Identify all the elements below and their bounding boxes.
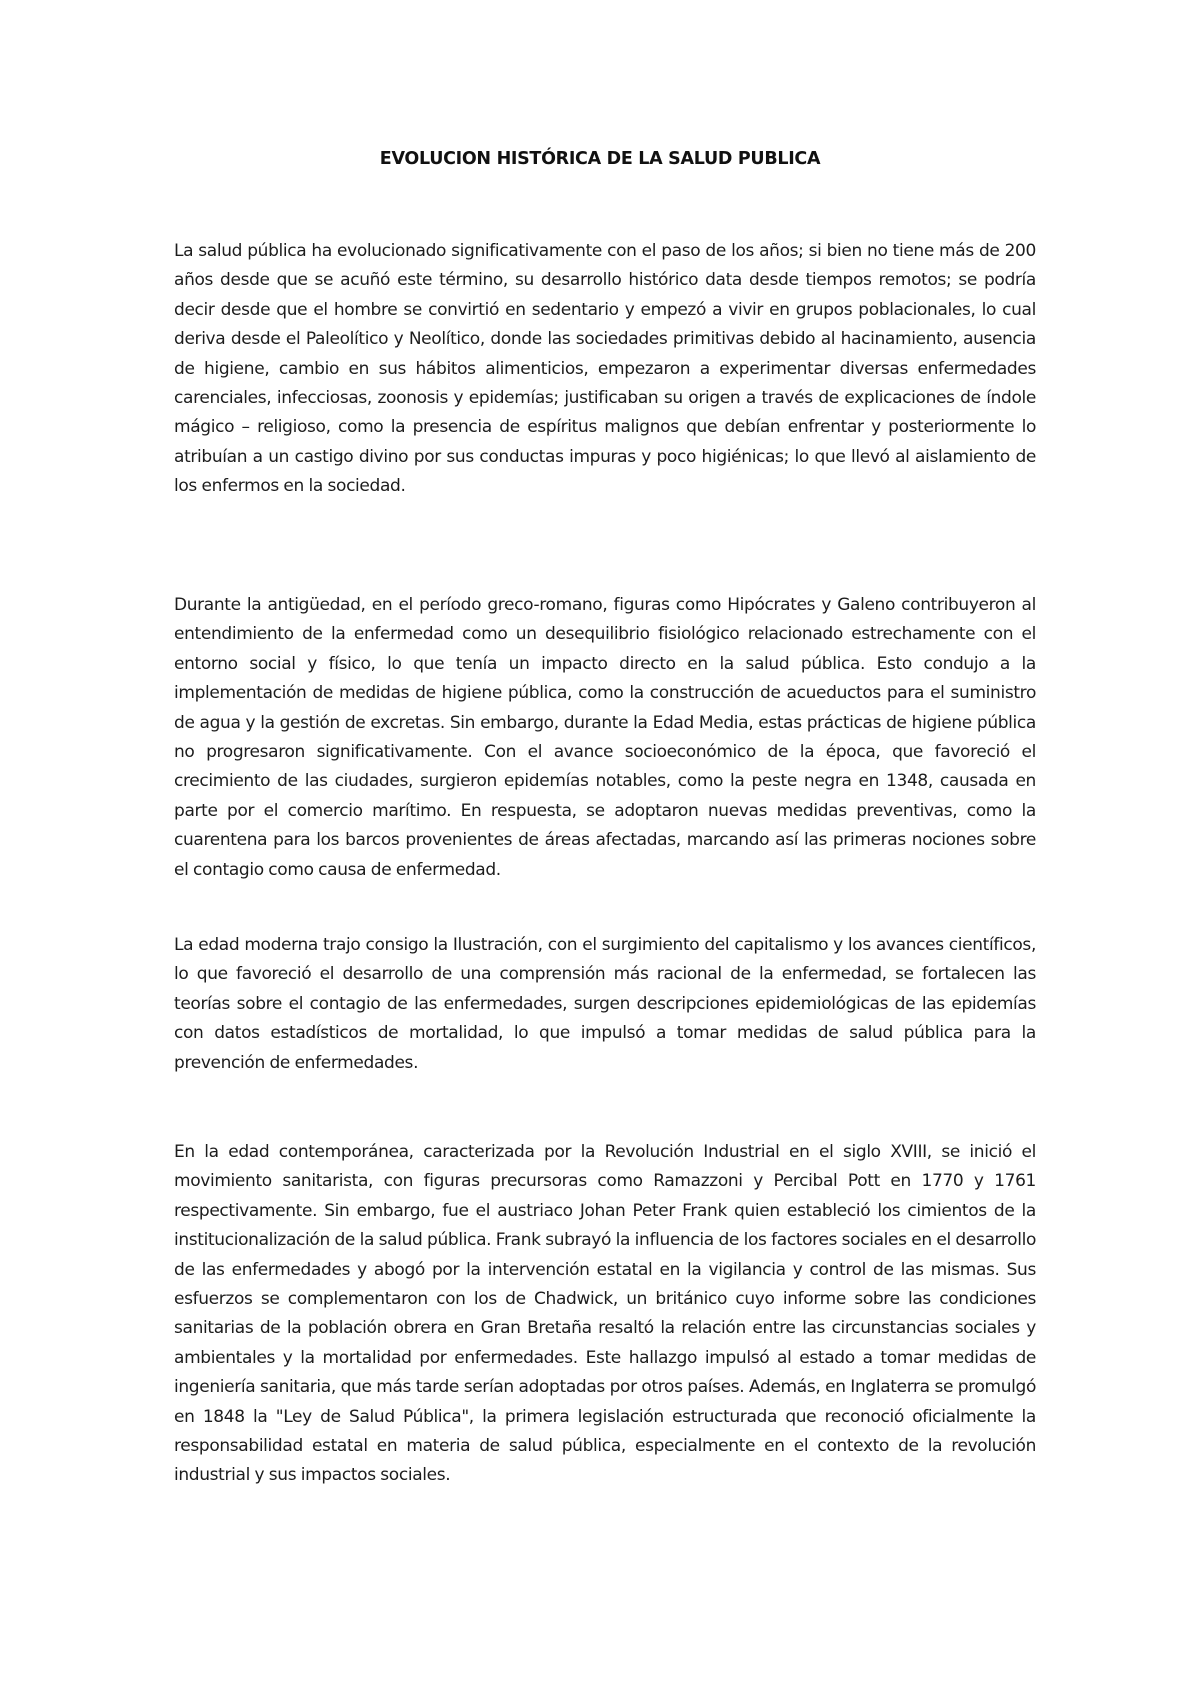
- paragraph-modern-age: La edad moderna trajo consigo la Ilustración, con el surgimiento del capitalismo y los avances científicos, lo que favoreció el desarrollo de una comprensión más racional de la enfermedad, se fortalecen las teorías sobre el contagio de las enfermedades, surgen descripciones epidemiológicas de las epidemías con datos estadísticos de mortalidad, lo que impulsó a tomar medidas de salud pública para la prevención de enfermedades.: [174, 935, 1036, 1073]
- paragraph-prehistory: La salud pública ha evolucionado significativamente con el paso de los años; si bien no tiene más de 200 años desde que se acuñó este término, su desarrollo histórico data desde tiempos remotos; se podría decir desde que el hombre se convirtió en sedentario y empezó a vivir en grupos poblacionales, lo cual deriva desde el Paleolítico y Neolítico, donde las sociedades primitivas debido al hacinamiento, ausencia de higiene, cambio en sus hábitos alimenticios, empezaron a experimentar diversas enfermedades carenciales, infecciosas, zoonosis y epidemías; justificaban su origen a través de explicaciones de índole mágico – religioso, como la presencia de espíritus malignos que debían enfrentar y posteriormente lo atribuían a un castigo divino por sus conductas impuras y poco higiénicas; lo que llevó al aislamiento de los enfermos en la sociedad.: [174, 241, 1036, 497]
- paragraph-antiquity-middle-ages: Durante la antigüedad, en el período greco-romano, figuras como Hipócrates y Galeno contribuyeron al entendimiento de la enfermedad como un desequilibrio fisiológico relacionado estrechamente con el entorno social y físico, lo que tenía un impacto directo en la salud pública. Esto condujo a la implementación de medidas de higiene pública, como la construcción de acueductos para el suministro de agua y la gestión de excretas. Sin embargo, durante la Edad Media, estas prácticas de higiene pública no progresaron significativamente. Con el avance socioeconómico de la época, que favoreció el crecimiento de las ciudades, surgieron epidemías notables, como la peste negra en 1348, causada en parte por el comercio marítimo. En respuesta, se adoptaron nuevas medidas preventivas, como la cuarentena para los barcos provenientes de áreas afectadas, marcando así las primeras nociones sobre el contagio como causa de enfermedad.: [174, 595, 1036, 880]
- document-title: EVOLUCION HISTÓRICA DE LA SALUD PUBLICA: [379, 149, 821, 169]
- paragraph-contemporary-age: En la edad contemporánea, caracterizada por la Revolución Industrial en el siglo XVIII, se inició el movimiento sanitarista, con figuras precursoras como Ramazzoni y Percibal Pott en 1770 y 1761 respectivamente. Sin embargo, fue el austriaco Johan Peter Frank quien estableció los cimientos de la institucionalización de la salud pública. Frank subrayó la influencia de los factores sociales en el desarrollo de las enfermedades y abogó por la intervención estatal en la vigilancia y control de las mismas. Sus esfuerzos se complementaron con los de Chadwick, un británico cuyo informe sobre las condiciones sanitarias de la población obrera en Gran Bretaña resaltó la relación entre las circunstancias sociales y ambientales y la mortalidad por enfermedades. Este hallazgo impulsó al estado a tomar medidas de ingeniería sanitaria, que más tarde serían adoptadas por otros países. Además, en Inglaterra se promulgó en 1848 la "Ley de Salud Pública", la primera legislación estructurada que reconoció oficialmente la responsabilidad estatal en materia de salud pública, especialmente en el contexto de la revolución industrial y sus impactos sociales.: [174, 1142, 1036, 1486]
